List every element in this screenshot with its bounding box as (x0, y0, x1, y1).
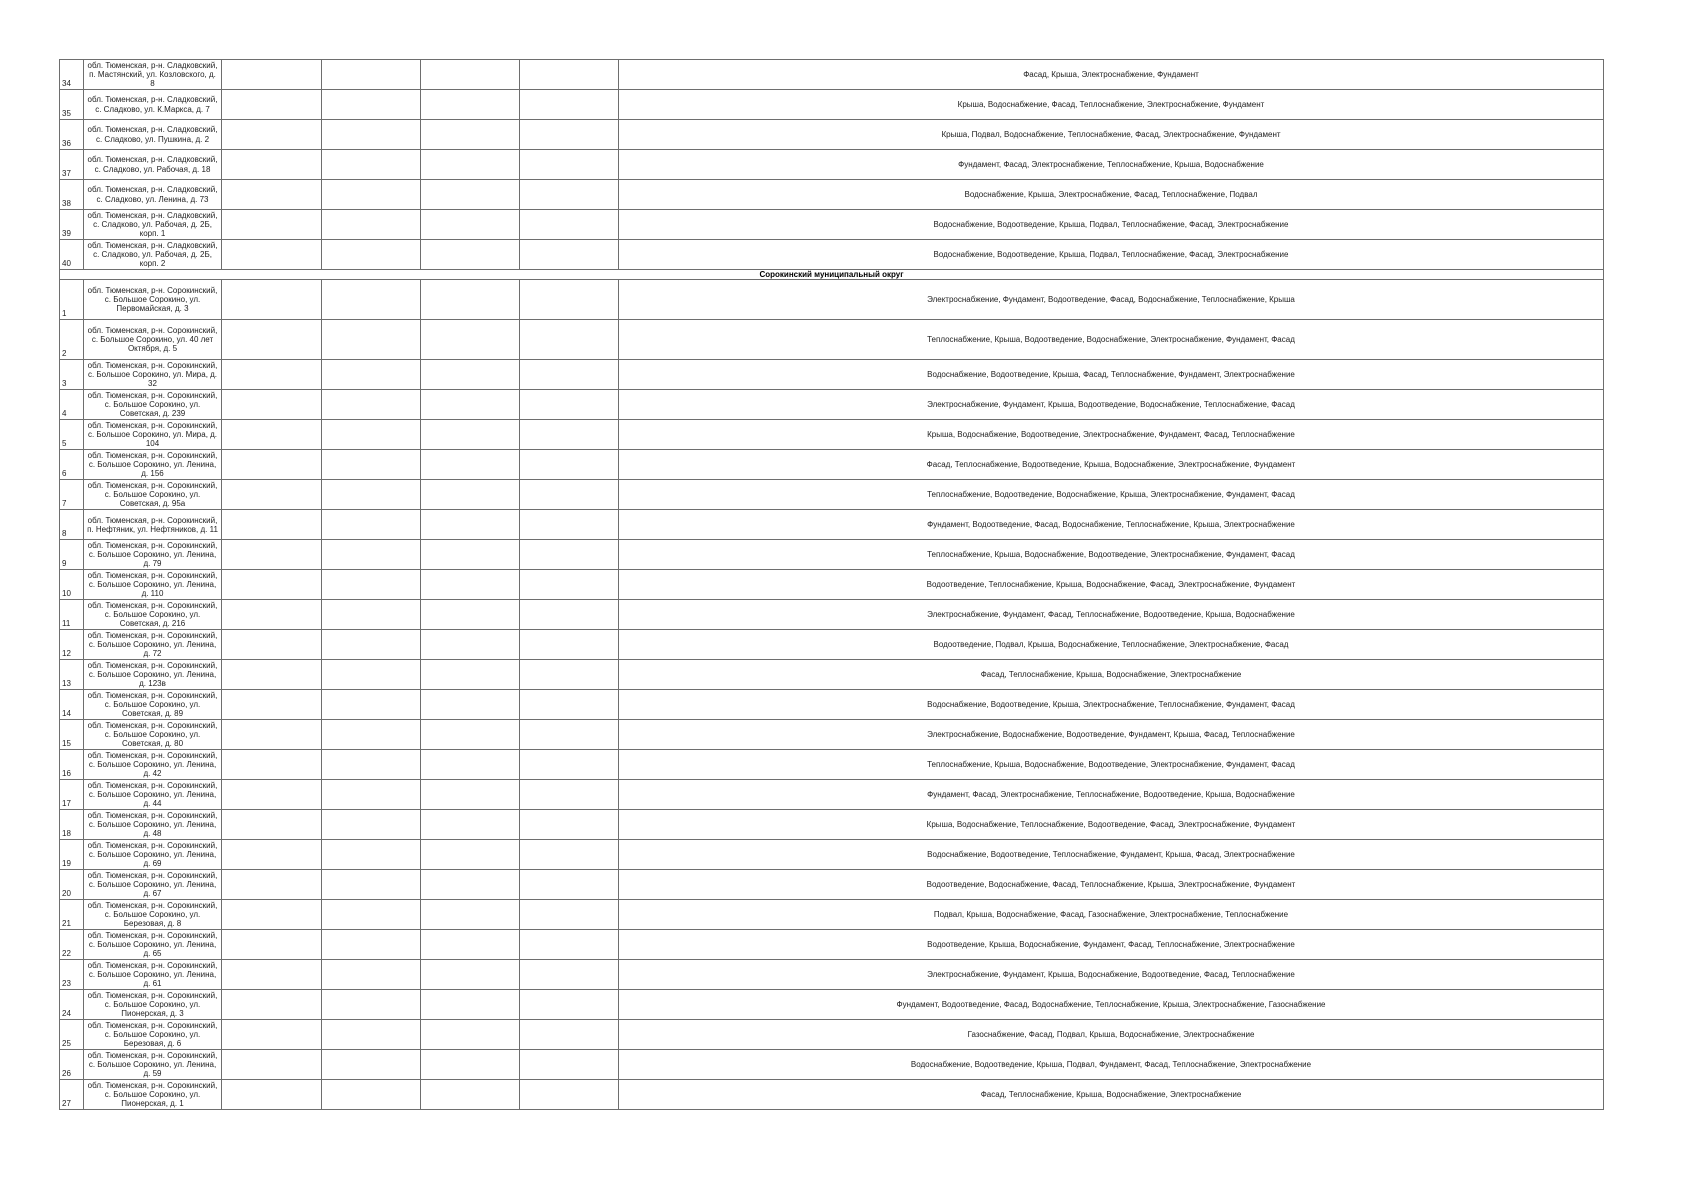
empty-cell (222, 390, 322, 420)
empty-cell (222, 1050, 322, 1080)
table-row (60, 750, 1604, 780)
row-number-cell: 20 (60, 870, 84, 900)
empty-cell (520, 150, 619, 180)
empty-cell (421, 630, 520, 660)
empty-cell (222, 780, 322, 810)
empty-cell (421, 180, 520, 210)
address-cell: обл. Тюменская, р-н. Сорокинский, с. Большое Сорокино, ул. Березовая, д. 6 (84, 1020, 222, 1050)
address-cell: обл. Тюменская, р-н. Сорокинский, с. Большое Сорокино, ул. Ленина, д. 110 (84, 570, 222, 600)
works-cell: Фундамент, Водоотведение, Фасад, Водоснабжение, Теплоснабжение, Крыша, Электроснабжение, Газоснабжение (619, 990, 1604, 1020)
empty-cell (520, 540, 619, 570)
works-cell: Крыша, Подвал, Водоснабжение, Теплоснабжение, Фасад, Электроснабжение, Фундамент (619, 120, 1604, 150)
works-cell: Фасад, Теплоснабжение, Крыша, Водоснабжение, Электроснабжение (619, 1080, 1604, 1110)
address-cell: обл. Тюменская, р-н. Сорокинский, с. Большое Сорокино, ул. Березовая, д. 8 (84, 900, 222, 930)
empty-cell (322, 360, 421, 390)
address-cell: обл. Тюменская, р-н. Сорокинский, с. Большое Сорокино, ул. Советская, д. 89 (84, 690, 222, 720)
empty-cell (322, 420, 421, 450)
row-number-cell: 11 (60, 600, 84, 630)
empty-cell (520, 180, 619, 210)
table-row (60, 510, 1604, 540)
empty-cell (322, 280, 421, 320)
empty-cell (421, 960, 520, 990)
empty-cell (421, 810, 520, 840)
empty-cell (421, 720, 520, 750)
empty-cell (322, 390, 421, 420)
section-title: Сорокинский муниципальный округ (60, 270, 1604, 280)
empty-cell (421, 1080, 520, 1110)
empty-cell (520, 320, 619, 360)
empty-cell (222, 690, 322, 720)
address-cell: обл. Тюменская, р-н. Сорокинский, п. Нефтяник, ул. Нефтяников, д. 11 (84, 510, 222, 540)
address-cell: обл. Тюменская, р-н. Сладковский, с. Сладково, ул. Рабочая, д. 2Б, корп. 1 (84, 210, 222, 240)
row-number-cell: 19 (60, 840, 84, 870)
table-row (60, 360, 1604, 390)
empty-cell (520, 690, 619, 720)
empty-cell (421, 930, 520, 960)
empty-cell (322, 630, 421, 660)
table-row (60, 420, 1604, 450)
row-number-cell: 18 (60, 810, 84, 840)
works-cell: Водоснабжение, Водоотведение, Теплоснабжение, Фундамент, Крыша, Фасад, Электроснабжение (619, 840, 1604, 870)
empty-cell (322, 540, 421, 570)
row-number-cell: 7 (60, 480, 84, 510)
table-row (60, 240, 1604, 270)
empty-cell (520, 210, 619, 240)
table-row (60, 600, 1604, 630)
table-row (60, 1080, 1604, 1110)
row-number-cell: 24 (60, 990, 84, 1020)
works-cell: Теплоснабжение, Крыша, Водоснабжение, Водоотведение, Электроснабжение, Фундамент, Фасад (619, 750, 1604, 780)
works-cell: Крыша, Водоснабжение, Фасад, Теплоснабжение, Электроснабжение, Фундамент (619, 90, 1604, 120)
address-cell: обл. Тюменская, р-н. Сорокинский, с. Большое Сорокино, ул. Ленина, д. 65 (84, 930, 222, 960)
row-number-cell: 12 (60, 630, 84, 660)
empty-cell (520, 900, 619, 930)
empty-cell (421, 870, 520, 900)
works-cell: Водоснабжение, Водоотведение, Крыша, Электроснабжение, Теплоснабжение, Фундамент, Фасад (619, 690, 1604, 720)
address-cell: обл. Тюменская, р-н. Сорокинский, с. Большое Сорокино, ул. Советская, д. 216 (84, 600, 222, 630)
address-cell: обл. Тюменская, р-н. Сорокинский, с. Большое Сорокино, ул. Ленина, д. 156 (84, 450, 222, 480)
empty-cell (222, 870, 322, 900)
empty-cell (520, 390, 619, 420)
table-row (60, 690, 1604, 720)
address-cell: обл. Тюменская, р-н. Сладковский, с. Сладково, ул. К.Маркса, д. 7 (84, 90, 222, 120)
row-number-cell: 40 (60, 240, 84, 270)
empty-cell (520, 930, 619, 960)
table-row (60, 630, 1604, 660)
empty-cell (322, 120, 421, 150)
table-row (60, 840, 1604, 870)
empty-cell (520, 280, 619, 320)
empty-cell (421, 480, 520, 510)
row-number-cell: 1 (60, 280, 84, 320)
empty-cell (520, 600, 619, 630)
empty-cell (222, 840, 322, 870)
empty-cell (222, 420, 322, 450)
empty-cell (520, 240, 619, 270)
row-number-cell: 16 (60, 750, 84, 780)
empty-cell (520, 1080, 619, 1110)
empty-cell (421, 600, 520, 630)
works-cell: Теплоснабжение, Крыша, Водоснабжение, Водоотведение, Электроснабжение, Фундамент, Фасад (619, 540, 1604, 570)
address-cell: обл. Тюменская, р-н. Сорокинский, с. Большое Сорокино, ул. Ленина, д. 69 (84, 840, 222, 870)
address-cell: обл. Тюменская, р-н. Сорокинский, с. Большое Сорокино, ул. Советская, д. 95а (84, 480, 222, 510)
empty-cell (520, 570, 619, 600)
table-row (60, 900, 1604, 930)
empty-cell (322, 930, 421, 960)
table-row (60, 1020, 1604, 1050)
empty-cell (222, 1020, 322, 1050)
table-row (60, 150, 1604, 180)
address-cell: обл. Тюменская, р-н. Сорокинский, с. Большое Сорокино, ул. Ленина, д. 44 (84, 780, 222, 810)
empty-cell (222, 990, 322, 1020)
empty-cell (322, 1050, 421, 1080)
works-cell: Водоснабжение, Водоотведение, Крыша, Подвал, Теплоснабжение, Фасад, Электроснабжение (619, 240, 1604, 270)
works-cell: Электроснабжение, Водоснабжение, Водоотведение, Фундамент, Крыша, Фасад, Теплоснабжение (619, 720, 1604, 750)
empty-cell (222, 150, 322, 180)
empty-cell (421, 540, 520, 570)
empty-cell (222, 280, 322, 320)
empty-cell (520, 60, 619, 90)
empty-cell (222, 320, 322, 360)
empty-cell (222, 570, 322, 600)
table-row (60, 390, 1604, 420)
table-row (60, 90, 1604, 120)
address-cell: обл. Тюменская, р-н. Сорокинский, с. Большое Сорокино, ул. Советская, д. 80 (84, 720, 222, 750)
row-number-cell: 17 (60, 780, 84, 810)
empty-cell (520, 120, 619, 150)
empty-cell (322, 960, 421, 990)
address-cell: обл. Тюменская, р-н. Сорокинский, с. Большое Сорокино, ул. Первомайская, д. 3 (84, 280, 222, 320)
works-cell: Водоотведение, Теплоснабжение, Крыша, Водоснабжение, Фасад, Электроснабжение, Фундамент (619, 570, 1604, 600)
housing-table (59, 59, 1604, 1110)
empty-cell (421, 570, 520, 600)
works-cell: Фундамент, Фасад, Электроснабжение, Теплоснабжение, Водоотведение, Крыша, Водоснабжение (619, 780, 1604, 810)
empty-cell (421, 750, 520, 780)
empty-cell (322, 240, 421, 270)
row-number-cell: 35 (60, 90, 84, 120)
works-cell: Фасад, Теплоснабжение, Крыша, Водоснабжение, Электроснабжение (619, 660, 1604, 690)
works-cell: Электроснабжение, Фундамент, Фасад, Теплоснабжение, Водоотведение, Крыша, Водоснабжение (619, 600, 1604, 630)
works-cell: Электроснабжение, Фундамент, Крыша, Водоотведение, Водоснабжение, Теплоснабжение, Фасад (619, 390, 1604, 420)
works-cell: Водоснабжение, Водоотведение, Крыша, Подвал, Фундамент, Фасад, Теплоснабжение, Электроснабжение (619, 1050, 1604, 1080)
address-cell: обл. Тюменская, р-н. Сладковский, с. Сладково, ул. Рабочая, д. 18 (84, 150, 222, 180)
empty-cell (222, 450, 322, 480)
row-number-cell: 10 (60, 570, 84, 600)
empty-cell (520, 630, 619, 660)
row-number-cell: 5 (60, 420, 84, 450)
empty-cell (520, 360, 619, 390)
table-row (60, 990, 1604, 1020)
empty-cell (421, 150, 520, 180)
empty-cell (322, 150, 421, 180)
empty-cell (222, 720, 322, 750)
empty-cell (520, 1020, 619, 1050)
empty-cell (322, 720, 421, 750)
empty-cell (222, 810, 322, 840)
row-number-cell: 25 (60, 1020, 84, 1050)
empty-cell (520, 810, 619, 840)
empty-cell (322, 990, 421, 1020)
empty-cell (222, 90, 322, 120)
empty-cell (421, 1020, 520, 1050)
empty-cell (520, 990, 619, 1020)
empty-cell (322, 570, 421, 600)
row-number-cell: 37 (60, 150, 84, 180)
address-cell: обл. Тюменская, р-н. Сорокинский, с. Большое Сорокино, ул. Ленина, д. 79 (84, 540, 222, 570)
table-row (60, 540, 1604, 570)
works-cell: Крыша, Водоснабжение, Водоотведение, Электроснабжение, Фундамент, Фасад, Теплоснабжение (619, 420, 1604, 450)
empty-cell (421, 120, 520, 150)
empty-cell (421, 320, 520, 360)
empty-cell (520, 420, 619, 450)
empty-cell (322, 690, 421, 720)
table-row (60, 960, 1604, 990)
row-number-cell: 27 (60, 1080, 84, 1110)
row-number-cell: 14 (60, 690, 84, 720)
table-row (60, 280, 1604, 320)
works-cell: Крыша, Водоснабжение, Теплоснабжение, Водоотведение, Фасад, Электроснабжение, Фундамент (619, 810, 1604, 840)
table-row (60, 780, 1604, 810)
empty-cell (322, 660, 421, 690)
row-number-cell: 15 (60, 720, 84, 750)
row-number-cell: 8 (60, 510, 84, 540)
works-cell: Водоснабжение, Водоотведение, Крыша, Подвал, Теплоснабжение, Фасад, Электроснабжение (619, 210, 1604, 240)
row-number-cell: 22 (60, 930, 84, 960)
works-cell: Водоотведение, Подвал, Крыша, Водоснабжение, Теплоснабжение, Электроснабжение, Фасад (619, 630, 1604, 660)
empty-cell (222, 630, 322, 660)
empty-cell (520, 780, 619, 810)
address-cell: обл. Тюменская, р-н. Сладковский, с. Сладково, ул. Пушкина, д. 2 (84, 120, 222, 150)
empty-cell (222, 180, 322, 210)
empty-cell (222, 900, 322, 930)
address-cell: обл. Тюменская, р-н. Сорокинский, с. Большое Сорокино, ул. Ленина, д. 72 (84, 630, 222, 660)
address-cell: обл. Тюменская, р-н. Сорокинский, с. Большое Сорокино, ул. Ленина, д. 48 (84, 810, 222, 840)
works-cell: Водоотведение, Крыша, Водоснабжение, Фундамент, Фасад, Теплоснабжение, Электроснабжение (619, 930, 1604, 960)
address-cell: обл. Тюменская, р-н. Сорокинский, с. Большое Сорокино, ул. Мира, д. 32 (84, 360, 222, 390)
works-cell: Подвал, Крыша, Водоснабжение, Фасад, Газоснабжение, Электроснабжение, Теплоснабжение (619, 900, 1604, 930)
empty-cell (222, 1080, 322, 1110)
empty-cell (322, 480, 421, 510)
empty-cell (520, 870, 619, 900)
section-header-row (60, 270, 1604, 280)
table-row (60, 60, 1604, 90)
table-row (60, 120, 1604, 150)
empty-cell (421, 510, 520, 540)
empty-cell (421, 420, 520, 450)
empty-cell (520, 1050, 619, 1080)
empty-cell (520, 840, 619, 870)
empty-cell (222, 660, 322, 690)
empty-cell (222, 540, 322, 570)
empty-cell (520, 960, 619, 990)
empty-cell (421, 390, 520, 420)
empty-cell (322, 450, 421, 480)
row-number-cell: 38 (60, 180, 84, 210)
empty-cell (322, 870, 421, 900)
empty-cell (322, 320, 421, 360)
empty-cell (222, 120, 322, 150)
address-cell: обл. Тюменская, р-н. Сорокинский, с. Большое Сорокино, ул. 40 лет Октября, д. 5 (84, 320, 222, 360)
row-number-cell: 3 (60, 360, 84, 390)
address-cell: обл. Тюменская, р-н. Сладковский, с. Сладково, ул. Ленина, д. 73 (84, 180, 222, 210)
works-cell: Фундамент, Фасад, Электроснабжение, Теплоснабжение, Крыша, Водоснабжение (619, 150, 1604, 180)
empty-cell (322, 510, 421, 540)
row-number-cell: 36 (60, 120, 84, 150)
empty-cell (421, 450, 520, 480)
empty-cell (322, 780, 421, 810)
address-cell: обл. Тюменская, р-н. Сорокинский, с. Большое Сорокино, ул. Ленина, д. 61 (84, 960, 222, 990)
address-cell: обл. Тюменская, р-н. Сладковский, п. Мастянский, ул. Козловского, д. 8 (84, 60, 222, 90)
empty-cell (520, 750, 619, 780)
works-cell: Водоснабжение, Водоотведение, Крыша, Фасад, Теплоснабжение, Фундамент, Электроснабжение (619, 360, 1604, 390)
empty-cell (421, 780, 520, 810)
empty-cell (322, 840, 421, 870)
address-cell: обл. Тюменская, р-н. Сорокинский, с. Большое Сорокино, ул. Ленина, д. 59 (84, 1050, 222, 1080)
empty-cell (322, 810, 421, 840)
table-row (60, 720, 1604, 750)
table-row (60, 480, 1604, 510)
empty-cell (421, 60, 520, 90)
works-cell: Электроснабжение, Фундамент, Водоотведение, Фасад, Водоснабжение, Теплоснабжение, Крыша (619, 280, 1604, 320)
address-cell: обл. Тюменская, р-н. Сорокинский, с. Большое Сорокино, ул. Советская, д. 239 (84, 390, 222, 420)
row-number-cell: 4 (60, 390, 84, 420)
empty-cell (222, 930, 322, 960)
empty-cell (222, 480, 322, 510)
empty-cell (421, 840, 520, 870)
address-cell: обл. Тюменская, р-н. Сорокинский, с. Большое Сорокино, ул. Ленина, д. 67 (84, 870, 222, 900)
table-row (60, 210, 1604, 240)
empty-cell (222, 240, 322, 270)
empty-cell (421, 990, 520, 1020)
empty-cell (322, 90, 421, 120)
empty-cell (520, 720, 619, 750)
table-row (60, 870, 1604, 900)
works-cell: Фасад, Теплоснабжение, Водоотведение, Крыша, Водоснабжение, Электроснабжение, Фундамент (619, 450, 1604, 480)
row-number-cell: 39 (60, 210, 84, 240)
works-cell: Фундамент, Водоотведение, Фасад, Водоснабжение, Теплоснабжение, Крыша, Электроснабжение (619, 510, 1604, 540)
empty-cell (222, 750, 322, 780)
table-row (60, 1050, 1604, 1080)
empty-cell (322, 210, 421, 240)
empty-cell (520, 450, 619, 480)
empty-cell (421, 360, 520, 390)
row-number-cell: 6 (60, 450, 84, 480)
table-row (60, 180, 1604, 210)
empty-cell (421, 900, 520, 930)
empty-cell (421, 90, 520, 120)
empty-cell (322, 180, 421, 210)
table-row (60, 450, 1604, 480)
table-row (60, 930, 1604, 960)
empty-cell (322, 750, 421, 780)
address-cell: обл. Тюменская, р-н. Сорокинский, с. Большое Сорокино, ул. Ленина, д. 42 (84, 750, 222, 780)
empty-cell (520, 510, 619, 540)
empty-cell (222, 510, 322, 540)
row-number-cell: 9 (60, 540, 84, 570)
address-cell: обл. Тюменская, р-н. Сорокинский, с. Большое Сорокино, ул. Ленина, д. 123в (84, 660, 222, 690)
empty-cell (421, 280, 520, 320)
works-cell: Газоснабжение, Фасад, Подвал, Крыша, Водоснабжение, Электроснабжение (619, 1020, 1604, 1050)
row-number-cell: 23 (60, 960, 84, 990)
empty-cell (322, 900, 421, 930)
table-row (60, 660, 1604, 690)
empty-cell (421, 660, 520, 690)
table-row (60, 810, 1604, 840)
empty-cell (421, 690, 520, 720)
empty-cell (520, 90, 619, 120)
table-body (60, 60, 1604, 1110)
address-cell: обл. Тюменская, р-н. Сорокинский, с. Большое Сорокино, ул. Пионерская, д. 3 (84, 990, 222, 1020)
address-cell: обл. Тюменская, р-н. Сорокинский, с. Большое Сорокино, ул. Пионерская, д. 1 (84, 1080, 222, 1110)
works-cell: Теплоснабжение, Водоотведение, Водоснабжение, Крыша, Электроснабжение, Фундамент, Фасад (619, 480, 1604, 510)
row-number-cell: 34 (60, 60, 84, 90)
empty-cell (222, 360, 322, 390)
works-cell: Электроснабжение, Фундамент, Крыша, Водоснабжение, Водоотведение, Фасад, Теплоснабжение (619, 960, 1604, 990)
empty-cell (222, 960, 322, 990)
row-number-cell: 13 (60, 660, 84, 690)
address-cell: обл. Тюменская, р-н. Сорокинский, с. Большое Сорокино, ул. Мира, д. 104 (84, 420, 222, 450)
works-cell: Фасад, Крыша, Электроснабжение, Фундамент (619, 60, 1604, 90)
empty-cell (222, 600, 322, 630)
row-number-cell: 21 (60, 900, 84, 930)
works-cell: Водоотведение, Водоснабжение, Фасад, Теплоснабжение, Крыша, Электроснабжение, Фундамент (619, 870, 1604, 900)
empty-cell (222, 60, 322, 90)
works-cell: Теплоснабжение, Крыша, Водоотведение, Водоснабжение, Электроснабжение, Фундамент, Фасад (619, 320, 1604, 360)
table-row (60, 570, 1604, 600)
row-number-cell: 2 (60, 320, 84, 360)
works-cell: Водоснабжение, Крыша, Электроснабжение, Фасад, Теплоснабжение, Подвал (619, 180, 1604, 210)
empty-cell (322, 1020, 421, 1050)
empty-cell (520, 480, 619, 510)
table-row (60, 320, 1604, 360)
empty-cell (421, 1050, 520, 1080)
empty-cell (322, 600, 421, 630)
empty-cell (222, 210, 322, 240)
empty-cell (421, 210, 520, 240)
row-number-cell: 26 (60, 1050, 84, 1080)
empty-cell (322, 60, 421, 90)
address-cell: обл. Тюменская, р-н. Сладковский, с. Сладково, ул. Рабочая, д. 2Б, корп. 2 (84, 240, 222, 270)
empty-cell (520, 660, 619, 690)
empty-cell (421, 240, 520, 270)
empty-cell (322, 1080, 421, 1110)
